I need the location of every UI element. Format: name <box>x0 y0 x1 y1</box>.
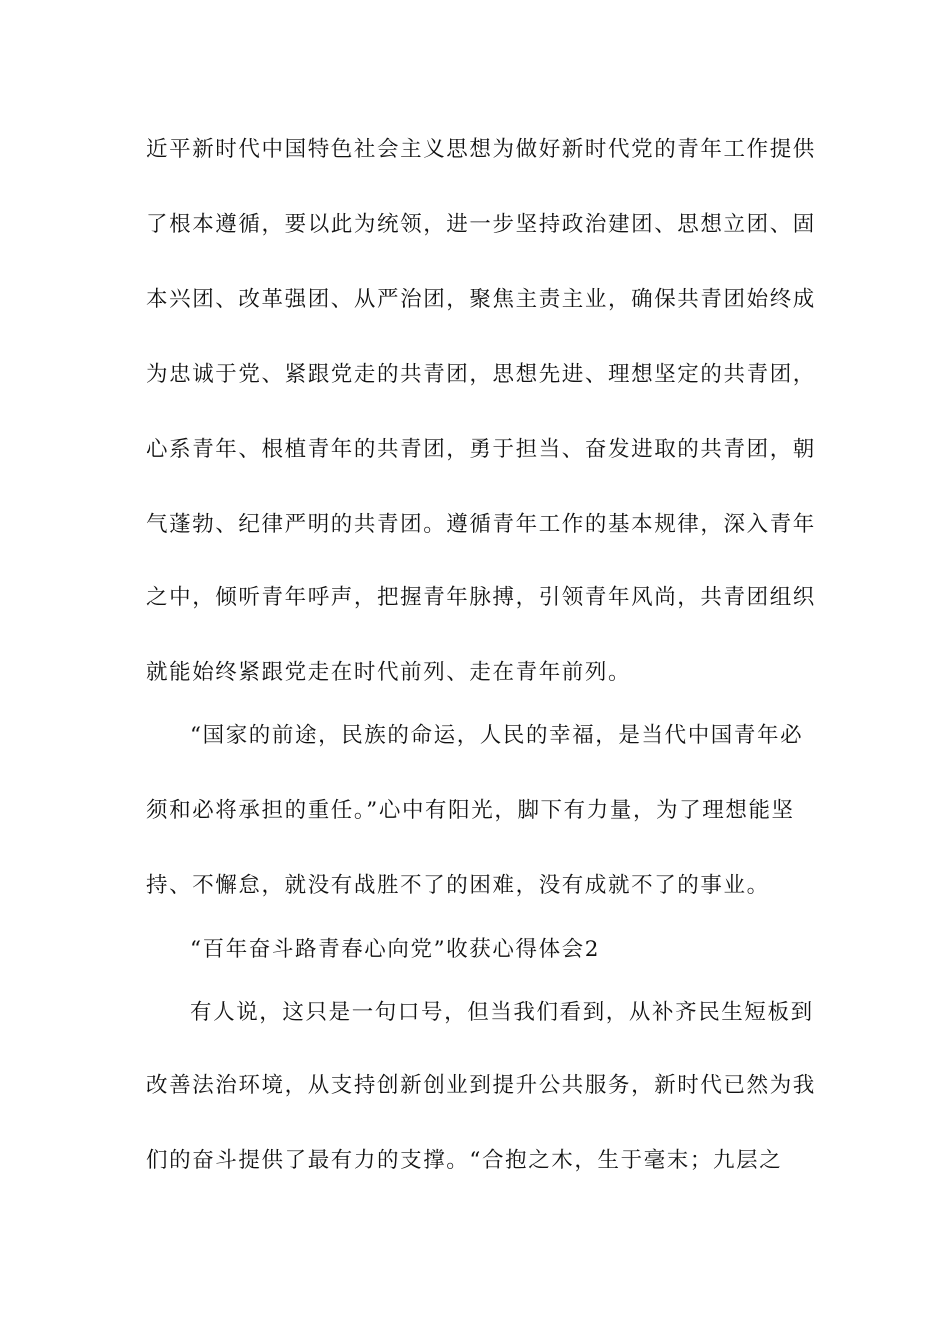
paragraph-line: 为忠诚于党、紧跟党走的共青团，思想先进、理想坚定的共青团， <box>146 362 816 387</box>
paragraph-line: 有人说，这只是一句口号，但当我们看到，从补齐民生短板到 <box>190 1000 814 1025</box>
section-heading: “百年奋斗路青春心向党”收获心得体会2 <box>190 937 601 962</box>
paragraph-line: 就能始终紧跟党走在时代前列、走在青年前列。 <box>146 660 632 685</box>
paragraph-line: 了根本遵循，要以此为统领，进一步坚持政治建团、思想立团、固 <box>146 212 816 237</box>
paragraph-line: 持、不懈怠，就没有战胜不了的困难，没有成就不了的事业。 <box>146 873 770 898</box>
paragraph-line: “国家的前途，民族的命运，人民的幸福，是当代中国青年必 <box>190 723 804 748</box>
paragraph-line: 本兴团、改革强团、从严治团，聚焦主责主业，确保共青团始终成 <box>146 287 816 312</box>
paragraph-line: 心系青年、根植青年的共青团，勇于担当、奋发进取的共青团，朝 <box>146 437 816 462</box>
paragraph-line: 改善法治环境，从支持创新创业到提升公共服务，新时代已然为我 <box>146 1073 816 1098</box>
paragraph-line: 气蓬勃、纪律严明的共青团。遵循青年工作的基本规律，深入青年 <box>146 512 816 537</box>
paragraph-line: 们的奋斗提供了最有力的支撑。“合抱之木，生于毫末；九层之 <box>146 1148 783 1173</box>
paragraph-line: 须和必将承担的重任。”心中有阳光，脚下有力量，为了理想能坚 <box>146 798 795 823</box>
paragraph-line: 之中，倾听青年呼声，把握青年脉搏，引领青年风尚，共青团组织 <box>146 585 816 610</box>
paragraph-line: 近平新时代中国特色社会主义思想为做好新时代党的青年工作提供 <box>146 137 816 162</box>
